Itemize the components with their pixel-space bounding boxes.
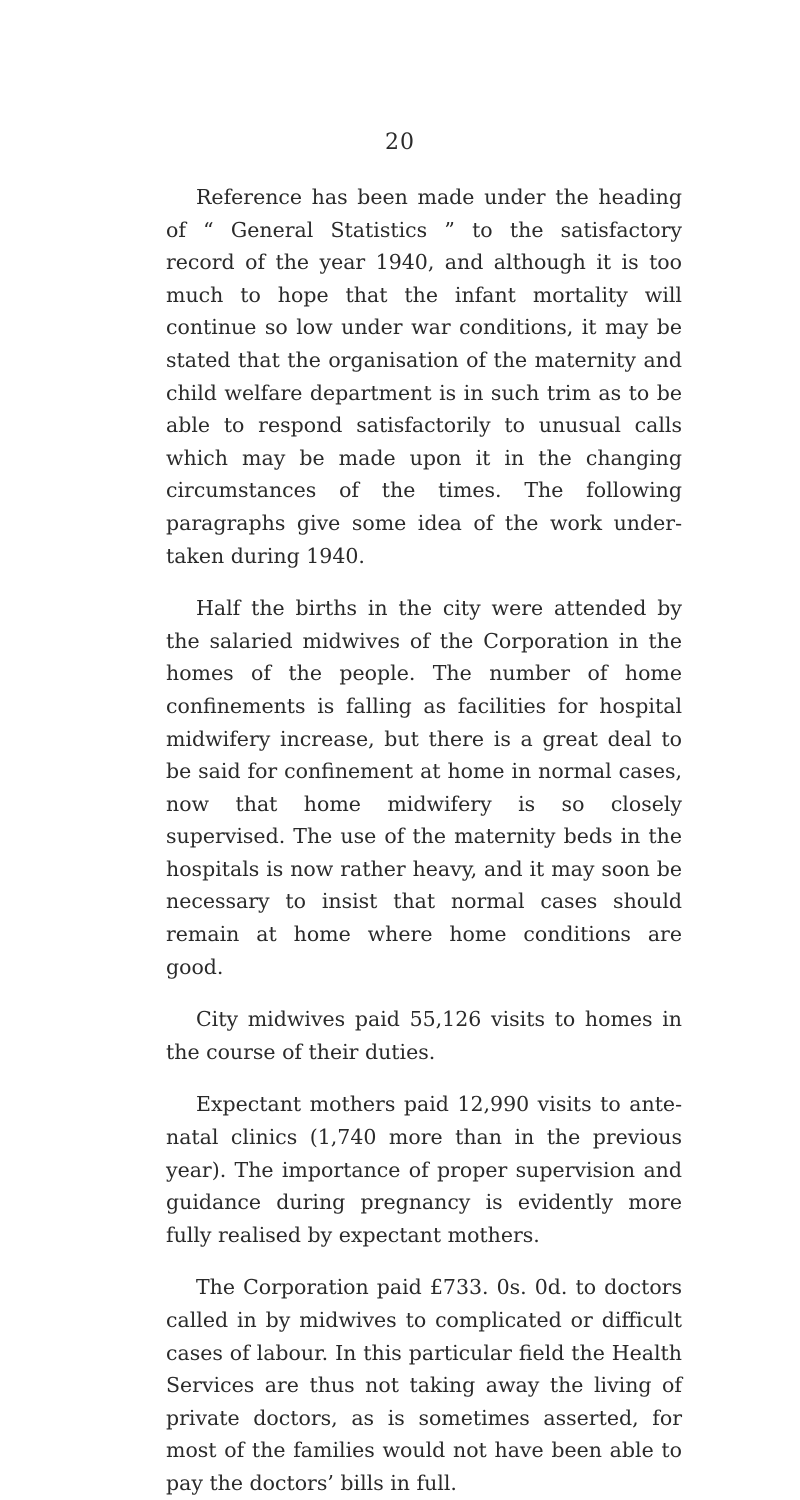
paragraph-midwife-visits: City midwives paid 55,126 visits to homes in the course of their duties. — [166, 1007, 682, 1064]
paragraph-doctors-fees: The Corporation paid £733. 0s. 0d. to doctors called in by midwives to complicated or difficult cases of labour. In this particular field the Health Services are thus not taking away the living of private doctors, as is sometimes asserted, for most of the families would not have been able to pay the doctors’ bills in full. — [166, 1275, 682, 1495]
paragraph-home-confinements: Half the births in the city were attended by the salaried midwives of the Corporation in the homes of the people. The number of home confinements is falling as facilities for hospital midwifery increase, but there is a great deal to be said for confinement at home in normal cases, now that home midwifery is so closely supervised. The use of the maternity beds in the hospitals is now rather heavy, and it may soon be necessary to insist that normal cases should remain at home where home conditions are good. — [166, 596, 682, 979]
paragraph-general-statistics: Reference has been made under the heading of “ General Statistics ” to the satisfactory record of the year 1940, and although it is too much to hope that the infant mortality will continue so low under war conditions, it may be stated that the organisation of the maternity and child welfare department is in such trim as to be able to respond satisfactorily to unusual calls which may be made upon it in the changing circumstances of the times. The following paragraphs give some idea of the work undertaken during 1940. — [166, 185, 682, 568]
page-number: 20 — [385, 130, 415, 155]
body-text — [166, 181, 682, 1500]
paragraph-ante-natal-clinics: Expectant mothers paid 12,990 visits to ante-natal clinics (1,740 more than in the previous year). The importance of proper supervision and guidance during pregnancy is evidently more fully realised by expectant mothers. — [166, 1092, 682, 1247]
